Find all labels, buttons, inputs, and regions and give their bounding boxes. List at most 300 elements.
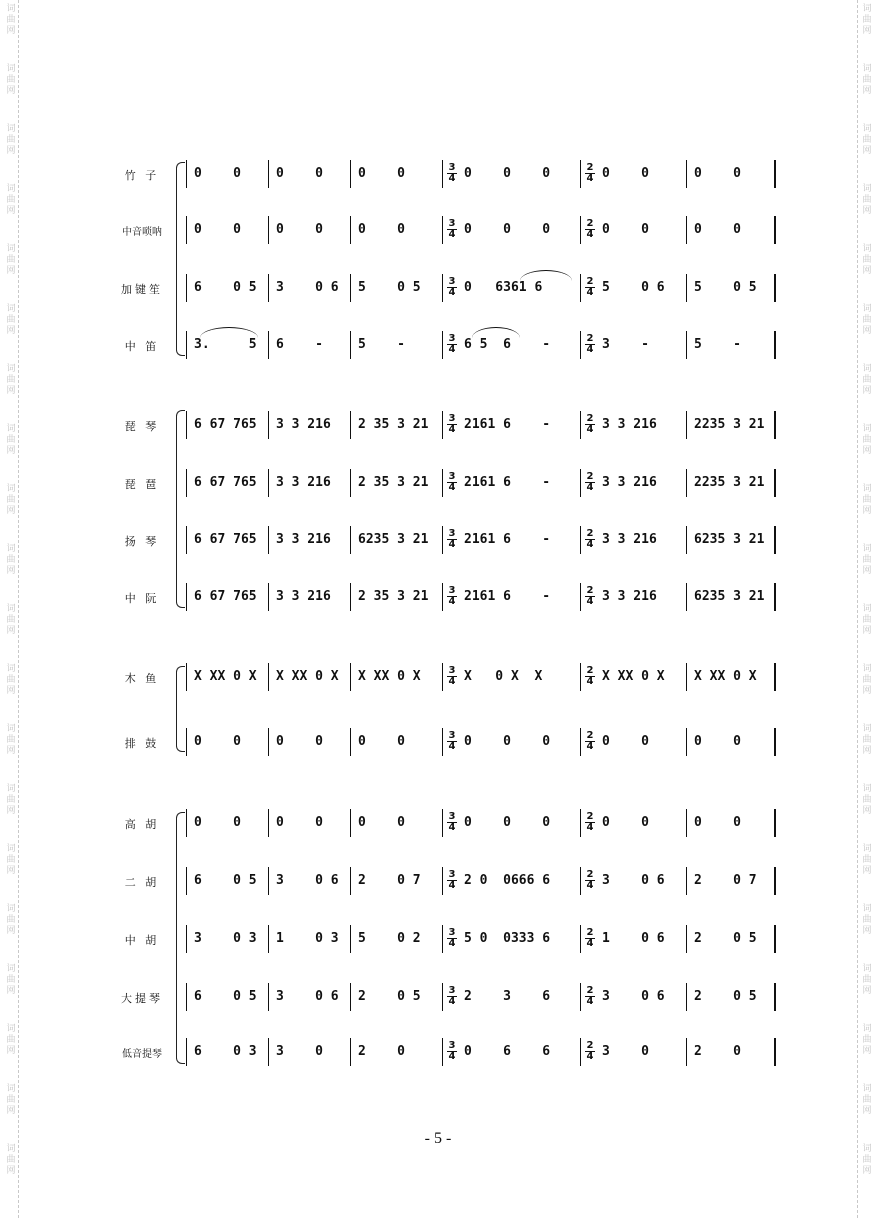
time-signature-denominator: 4 (586, 938, 594, 949)
time-signature (447, 870, 457, 891)
barline (186, 867, 187, 895)
barline (774, 983, 776, 1011)
time-signature (585, 472, 595, 493)
measure: 2 0 7 (694, 873, 757, 888)
watermark-text: 词 曲 网 (6, 1024, 16, 1056)
barline (774, 663, 776, 691)
barline (442, 411, 443, 439)
measure: 2161 6 - (464, 589, 551, 604)
barline (350, 1038, 351, 1066)
measure: 0 0 (602, 815, 649, 830)
time-signature-numerator: 3 (448, 333, 456, 344)
barline (686, 411, 687, 439)
measure: 0 0 (276, 166, 323, 181)
measure: 0 0 (276, 734, 323, 749)
barline (580, 983, 581, 1011)
barline (774, 411, 776, 439)
watermark-text: 词 曲 网 (6, 1144, 16, 1176)
measure: X XX 0 X (276, 669, 339, 684)
measure: 2 0 5 (694, 989, 757, 1004)
measure: 6235 3 21 (358, 532, 429, 547)
measure: 3. 5 (194, 337, 257, 352)
barline (268, 728, 269, 756)
watermark-text: 词 曲 网 (862, 124, 872, 156)
instrument-label: 低音提琴 (122, 1049, 162, 1060)
barline (686, 216, 687, 244)
barline (186, 809, 187, 837)
watermark-text: 词 曲 网 (862, 424, 872, 456)
measure: 0 0 (358, 166, 405, 181)
time-signature-numerator: 3 (448, 413, 456, 424)
barline (686, 728, 687, 756)
barline (442, 331, 443, 359)
measure: 6 67 765 (194, 475, 257, 490)
time-signature-denominator: 4 (586, 482, 594, 493)
measure: 0 0 (358, 734, 405, 749)
barline (774, 160, 776, 188)
watermark-text: 词 曲 网 (6, 304, 16, 336)
barline (442, 809, 443, 837)
barline (442, 526, 443, 554)
measure: X XX 0 X (358, 669, 421, 684)
watermark-right (860, 0, 874, 1218)
barline (774, 583, 776, 611)
barline (686, 160, 687, 188)
time-signature-denominator: 4 (448, 344, 456, 355)
time-signature (447, 277, 457, 298)
time-signature-denominator: 4 (448, 1051, 456, 1062)
barline (350, 160, 351, 188)
measure: 2 0 (358, 1044, 405, 1059)
barline (186, 331, 187, 359)
time-signature-denominator: 4 (586, 424, 594, 435)
instrument-label: 扬 琴 (124, 535, 160, 548)
barline (686, 925, 687, 953)
time-signature-numerator: 2 (586, 162, 594, 173)
measure: 0 0 0 (464, 222, 551, 237)
barline (442, 1038, 443, 1066)
time-signature-denominator: 4 (448, 482, 456, 493)
time-signature-denominator: 4 (586, 596, 594, 607)
barline (686, 1038, 687, 1066)
time-signature-denominator: 4 (586, 996, 594, 1007)
measure: 0 0 (694, 166, 741, 181)
time-signature (585, 731, 595, 752)
measure: 2 0 5 (358, 989, 421, 1004)
instrument-label: 中音唢呐 (122, 227, 162, 238)
time-signature (585, 812, 595, 833)
watermark-text: 词 曲 网 (6, 784, 16, 816)
brace-plucked (176, 410, 185, 608)
watermark-text: 词 曲 网 (6, 844, 16, 876)
barline (774, 469, 776, 497)
measure: 3 3 216 (276, 589, 331, 604)
barline (442, 469, 443, 497)
measure: 6 67 765 (194, 589, 257, 604)
measure: 2 0 (694, 1044, 741, 1059)
instrument-label: 琵 琶 (124, 478, 160, 491)
measure: 3 3 216 (602, 532, 657, 547)
time-signature-numerator: 2 (586, 528, 594, 539)
barline (774, 925, 776, 953)
watermark-text: 词 曲 网 (862, 844, 872, 876)
barline (442, 663, 443, 691)
barline (268, 925, 269, 953)
time-signature-denominator: 4 (448, 880, 456, 891)
time-signature-denominator: 4 (586, 539, 594, 550)
measure: 3 3 216 (602, 475, 657, 490)
barline (774, 274, 776, 302)
time-signature-numerator: 2 (586, 276, 594, 287)
measure: 2161 6 - (464, 417, 551, 432)
barline (350, 867, 351, 895)
time-signature (447, 666, 457, 687)
time-signature-numerator: 2 (586, 471, 594, 482)
measure: 0 0 (194, 815, 241, 830)
time-signature-denominator: 4 (586, 173, 594, 184)
instrument-label: 大提琴 (121, 992, 163, 1005)
watermark-text: 词 曲 网 (862, 364, 872, 396)
measure: 3 0 6 (276, 989, 339, 1004)
time-signature-denominator: 4 (448, 676, 456, 687)
barline (350, 526, 351, 554)
instrument-label: 排 鼓 (124, 737, 160, 750)
time-signature-numerator: 2 (586, 585, 594, 596)
barline (774, 867, 776, 895)
barline (686, 809, 687, 837)
barline (350, 331, 351, 359)
instrument-label: 中 阮 (124, 592, 160, 605)
time-signature (585, 414, 595, 435)
measure: 3 3 216 (276, 417, 331, 432)
brace-percussion (176, 666, 185, 752)
time-signature-numerator: 3 (448, 585, 456, 596)
barline (686, 469, 687, 497)
time-signature (585, 277, 595, 298)
time-signature-numerator: 2 (586, 1040, 594, 1051)
left-margin-line (18, 0, 19, 1218)
slur-mark (520, 270, 572, 281)
barline (268, 809, 269, 837)
measure: X XX 0 X (194, 669, 257, 684)
time-signature (585, 870, 595, 891)
watermark-text: 词 曲 网 (6, 424, 16, 456)
barline (186, 160, 187, 188)
measure: 2 0 5 (694, 931, 757, 946)
time-signature-numerator: 3 (448, 528, 456, 539)
barline (268, 983, 269, 1011)
time-signature-denominator: 4 (586, 676, 594, 687)
time-signature-numerator: 3 (448, 1040, 456, 1051)
measure: 0 0 (694, 815, 741, 830)
barline (580, 925, 581, 953)
watermark-text: 词 曲 网 (6, 604, 16, 636)
watermark-text: 词 曲 网 (6, 64, 16, 96)
measure: 2 35 3 21 (358, 589, 429, 604)
time-signature (447, 1041, 457, 1062)
time-signature-denominator: 4 (448, 938, 456, 949)
barline (268, 331, 269, 359)
time-signature (447, 414, 457, 435)
time-signature-numerator: 3 (448, 985, 456, 996)
barline (268, 583, 269, 611)
time-signature (447, 472, 457, 493)
time-signature-denominator: 4 (586, 822, 594, 833)
time-signature-denominator: 4 (586, 880, 594, 891)
barline (580, 583, 581, 611)
watermark-text: 词 曲 网 (862, 904, 872, 936)
barline (580, 274, 581, 302)
instrument-label: 加键笙 (121, 283, 163, 296)
watermark-text: 词 曲 网 (862, 64, 872, 96)
instrument-label: 琵 琴 (124, 420, 160, 433)
brace-winds (176, 162, 185, 356)
time-signature-denominator: 4 (448, 822, 456, 833)
barline (686, 331, 687, 359)
measure: 1 0 6 (602, 931, 665, 946)
measure: 3 3 216 (276, 475, 331, 490)
time-signature-numerator: 2 (586, 413, 594, 424)
measure: 2 0 0666 6 (464, 873, 551, 888)
measure: 0 0 (276, 222, 323, 237)
barline (442, 160, 443, 188)
barline (580, 160, 581, 188)
measure: 3 0 6 (602, 873, 665, 888)
barline (580, 331, 581, 359)
barline (350, 583, 351, 611)
measure: 0 0 (602, 734, 649, 749)
time-signature-denominator: 4 (586, 1051, 594, 1062)
time-signature (447, 334, 457, 355)
barline (580, 663, 581, 691)
measure: 5 - (358, 337, 405, 352)
time-signature-denominator: 4 (448, 424, 456, 435)
time-signature-numerator: 2 (586, 218, 594, 229)
barline (686, 583, 687, 611)
measure: 3 0 3 (194, 931, 257, 946)
measure: 3 3 216 (276, 532, 331, 547)
measure: 0 0 (194, 222, 241, 237)
measure: 5 0 6 (602, 280, 665, 295)
barline (350, 469, 351, 497)
slur-mark (472, 327, 520, 338)
measure: X 0 X X (464, 669, 543, 684)
measure: 3 0 6 (276, 873, 339, 888)
watermark-text: 词 曲 网 (862, 1024, 872, 1056)
watermark-text: 词 曲 网 (6, 1084, 16, 1116)
time-signature-numerator: 3 (448, 218, 456, 229)
time-signature (585, 666, 595, 687)
barline (268, 216, 269, 244)
barline (442, 867, 443, 895)
time-signature-denominator: 4 (586, 741, 594, 752)
time-signature (585, 1041, 595, 1062)
barline (268, 411, 269, 439)
measure: 2161 6 - (464, 475, 551, 490)
time-signature-numerator: 2 (586, 333, 594, 344)
watermark-text: 词 曲 网 (862, 964, 872, 996)
time-signature (585, 586, 595, 607)
instrument-label: 二 胡 (124, 876, 160, 889)
time-signature-denominator: 4 (448, 741, 456, 752)
barline (442, 216, 443, 244)
watermark-text: 词 曲 网 (6, 184, 16, 216)
time-signature-numerator: 2 (586, 811, 594, 822)
barline (186, 663, 187, 691)
right-margin-line (857, 0, 858, 1218)
measure: 0 0 0 (464, 815, 551, 830)
barline (350, 216, 351, 244)
measure: 0 0 0 (464, 166, 551, 181)
watermark-text: 词 曲 网 (6, 664, 16, 696)
barline (186, 583, 187, 611)
barline (686, 663, 687, 691)
measure: 2 35 3 21 (358, 417, 429, 432)
watermark-text: 词 曲 网 (6, 724, 16, 756)
measure: 0 0 (694, 734, 741, 749)
watermark-text: 词 曲 网 (6, 484, 16, 516)
time-signature (447, 812, 457, 833)
watermark-text: 词 曲 网 (862, 184, 872, 216)
measure: 6 67 765 (194, 532, 257, 547)
time-signature (447, 529, 457, 550)
barline (686, 983, 687, 1011)
barline (350, 925, 351, 953)
instrument-label: 中 胡 (124, 934, 160, 947)
barline (186, 925, 187, 953)
barline (774, 216, 776, 244)
measure: 1 0 3 (276, 931, 339, 946)
barline (186, 469, 187, 497)
barline (268, 663, 269, 691)
barline (350, 983, 351, 1011)
measure: 6235 3 21 (694, 532, 765, 547)
watermark-text: 词 曲 网 (862, 604, 872, 636)
watermark-text: 词 曲 网 (862, 4, 872, 36)
time-signature-denominator: 4 (448, 173, 456, 184)
watermark-text: 词 曲 网 (862, 1084, 872, 1116)
watermark-text: 词 曲 网 (6, 244, 16, 276)
measure: 3 0 (602, 1044, 649, 1059)
measure: 5 0 2 (358, 931, 421, 946)
time-signature (447, 986, 457, 1007)
measure: 0 6361 6 (464, 280, 543, 295)
watermark-left (4, 0, 18, 1218)
time-signature-denominator: 4 (448, 996, 456, 1007)
instrument-label: 竹 子 (124, 169, 160, 182)
time-signature-numerator: 3 (448, 811, 456, 822)
measure: 5 0 0333 6 (464, 931, 551, 946)
barline (268, 1038, 269, 1066)
time-signature-numerator: 3 (448, 162, 456, 173)
time-signature (585, 334, 595, 355)
barline (350, 728, 351, 756)
barline (186, 526, 187, 554)
time-signature-denominator: 4 (586, 229, 594, 240)
watermark-text: 词 曲 网 (862, 724, 872, 756)
barline (186, 274, 187, 302)
barline (774, 728, 776, 756)
time-signature (447, 219, 457, 240)
time-signature-denominator: 4 (586, 287, 594, 298)
time-signature (585, 529, 595, 550)
barline (268, 526, 269, 554)
time-signature-denominator: 4 (448, 287, 456, 298)
measure: 3 0 6 (276, 280, 339, 295)
barline (774, 809, 776, 837)
barline (186, 411, 187, 439)
barline (350, 274, 351, 302)
time-signature (447, 586, 457, 607)
measure: 6 0 3 (194, 1044, 257, 1059)
time-signature (585, 163, 595, 184)
watermark-text: 词 曲 网 (862, 244, 872, 276)
barline (442, 274, 443, 302)
measure: 3 - (602, 337, 649, 352)
time-signature-numerator: 2 (586, 665, 594, 676)
time-signature (585, 219, 595, 240)
time-signature-denominator: 4 (448, 229, 456, 240)
watermark-text: 词 曲 网 (862, 1144, 872, 1176)
measure: 0 0 (602, 222, 649, 237)
time-signature-numerator: 3 (448, 869, 456, 880)
measure: 6235 3 21 (694, 589, 765, 604)
time-signature-numerator: 3 (448, 927, 456, 938)
watermark-text: 词 曲 网 (6, 964, 16, 996)
instrument-label: 木 鱼 (124, 672, 160, 685)
measure: 6 0 5 (194, 989, 257, 1004)
measure: 5 0 5 (358, 280, 421, 295)
barline (580, 216, 581, 244)
barline (350, 809, 351, 837)
watermark-text: 词 曲 网 (6, 904, 16, 936)
measure: 0 0 0 (464, 734, 551, 749)
barline (686, 274, 687, 302)
barline (442, 583, 443, 611)
measure: 6 5 6 - (464, 337, 551, 352)
instrument-label: 中 笛 (124, 340, 160, 353)
measure: 0 0 (694, 222, 741, 237)
barline (186, 728, 187, 756)
watermark-text: 词 曲 网 (6, 364, 16, 396)
barline (580, 469, 581, 497)
measure: 3 0 6 (602, 989, 665, 1004)
measure: 2 3 6 (464, 989, 551, 1004)
measure: 3 3 216 (602, 417, 657, 432)
measure: 3 0 (276, 1044, 323, 1059)
barline (442, 983, 443, 1011)
measure: 0 0 (276, 815, 323, 830)
time-signature-numerator: 2 (586, 730, 594, 741)
brace-bowed (176, 812, 185, 1064)
time-signature (447, 163, 457, 184)
measure: 5 0 5 (694, 280, 757, 295)
barline (580, 411, 581, 439)
measure: 3 3 216 (602, 589, 657, 604)
page-number: - 5 - (424, 1130, 452, 1147)
measure: 2 0 7 (358, 873, 421, 888)
time-signature-numerator: 2 (586, 869, 594, 880)
barline (686, 867, 687, 895)
time-signature-numerator: 3 (448, 730, 456, 741)
barline (268, 867, 269, 895)
time-signature (447, 928, 457, 949)
measure: 2161 6 - (464, 532, 551, 547)
watermark-text: 词 曲 网 (862, 304, 872, 336)
barline (580, 867, 581, 895)
measure: 6 0 5 (194, 873, 257, 888)
barline (580, 526, 581, 554)
